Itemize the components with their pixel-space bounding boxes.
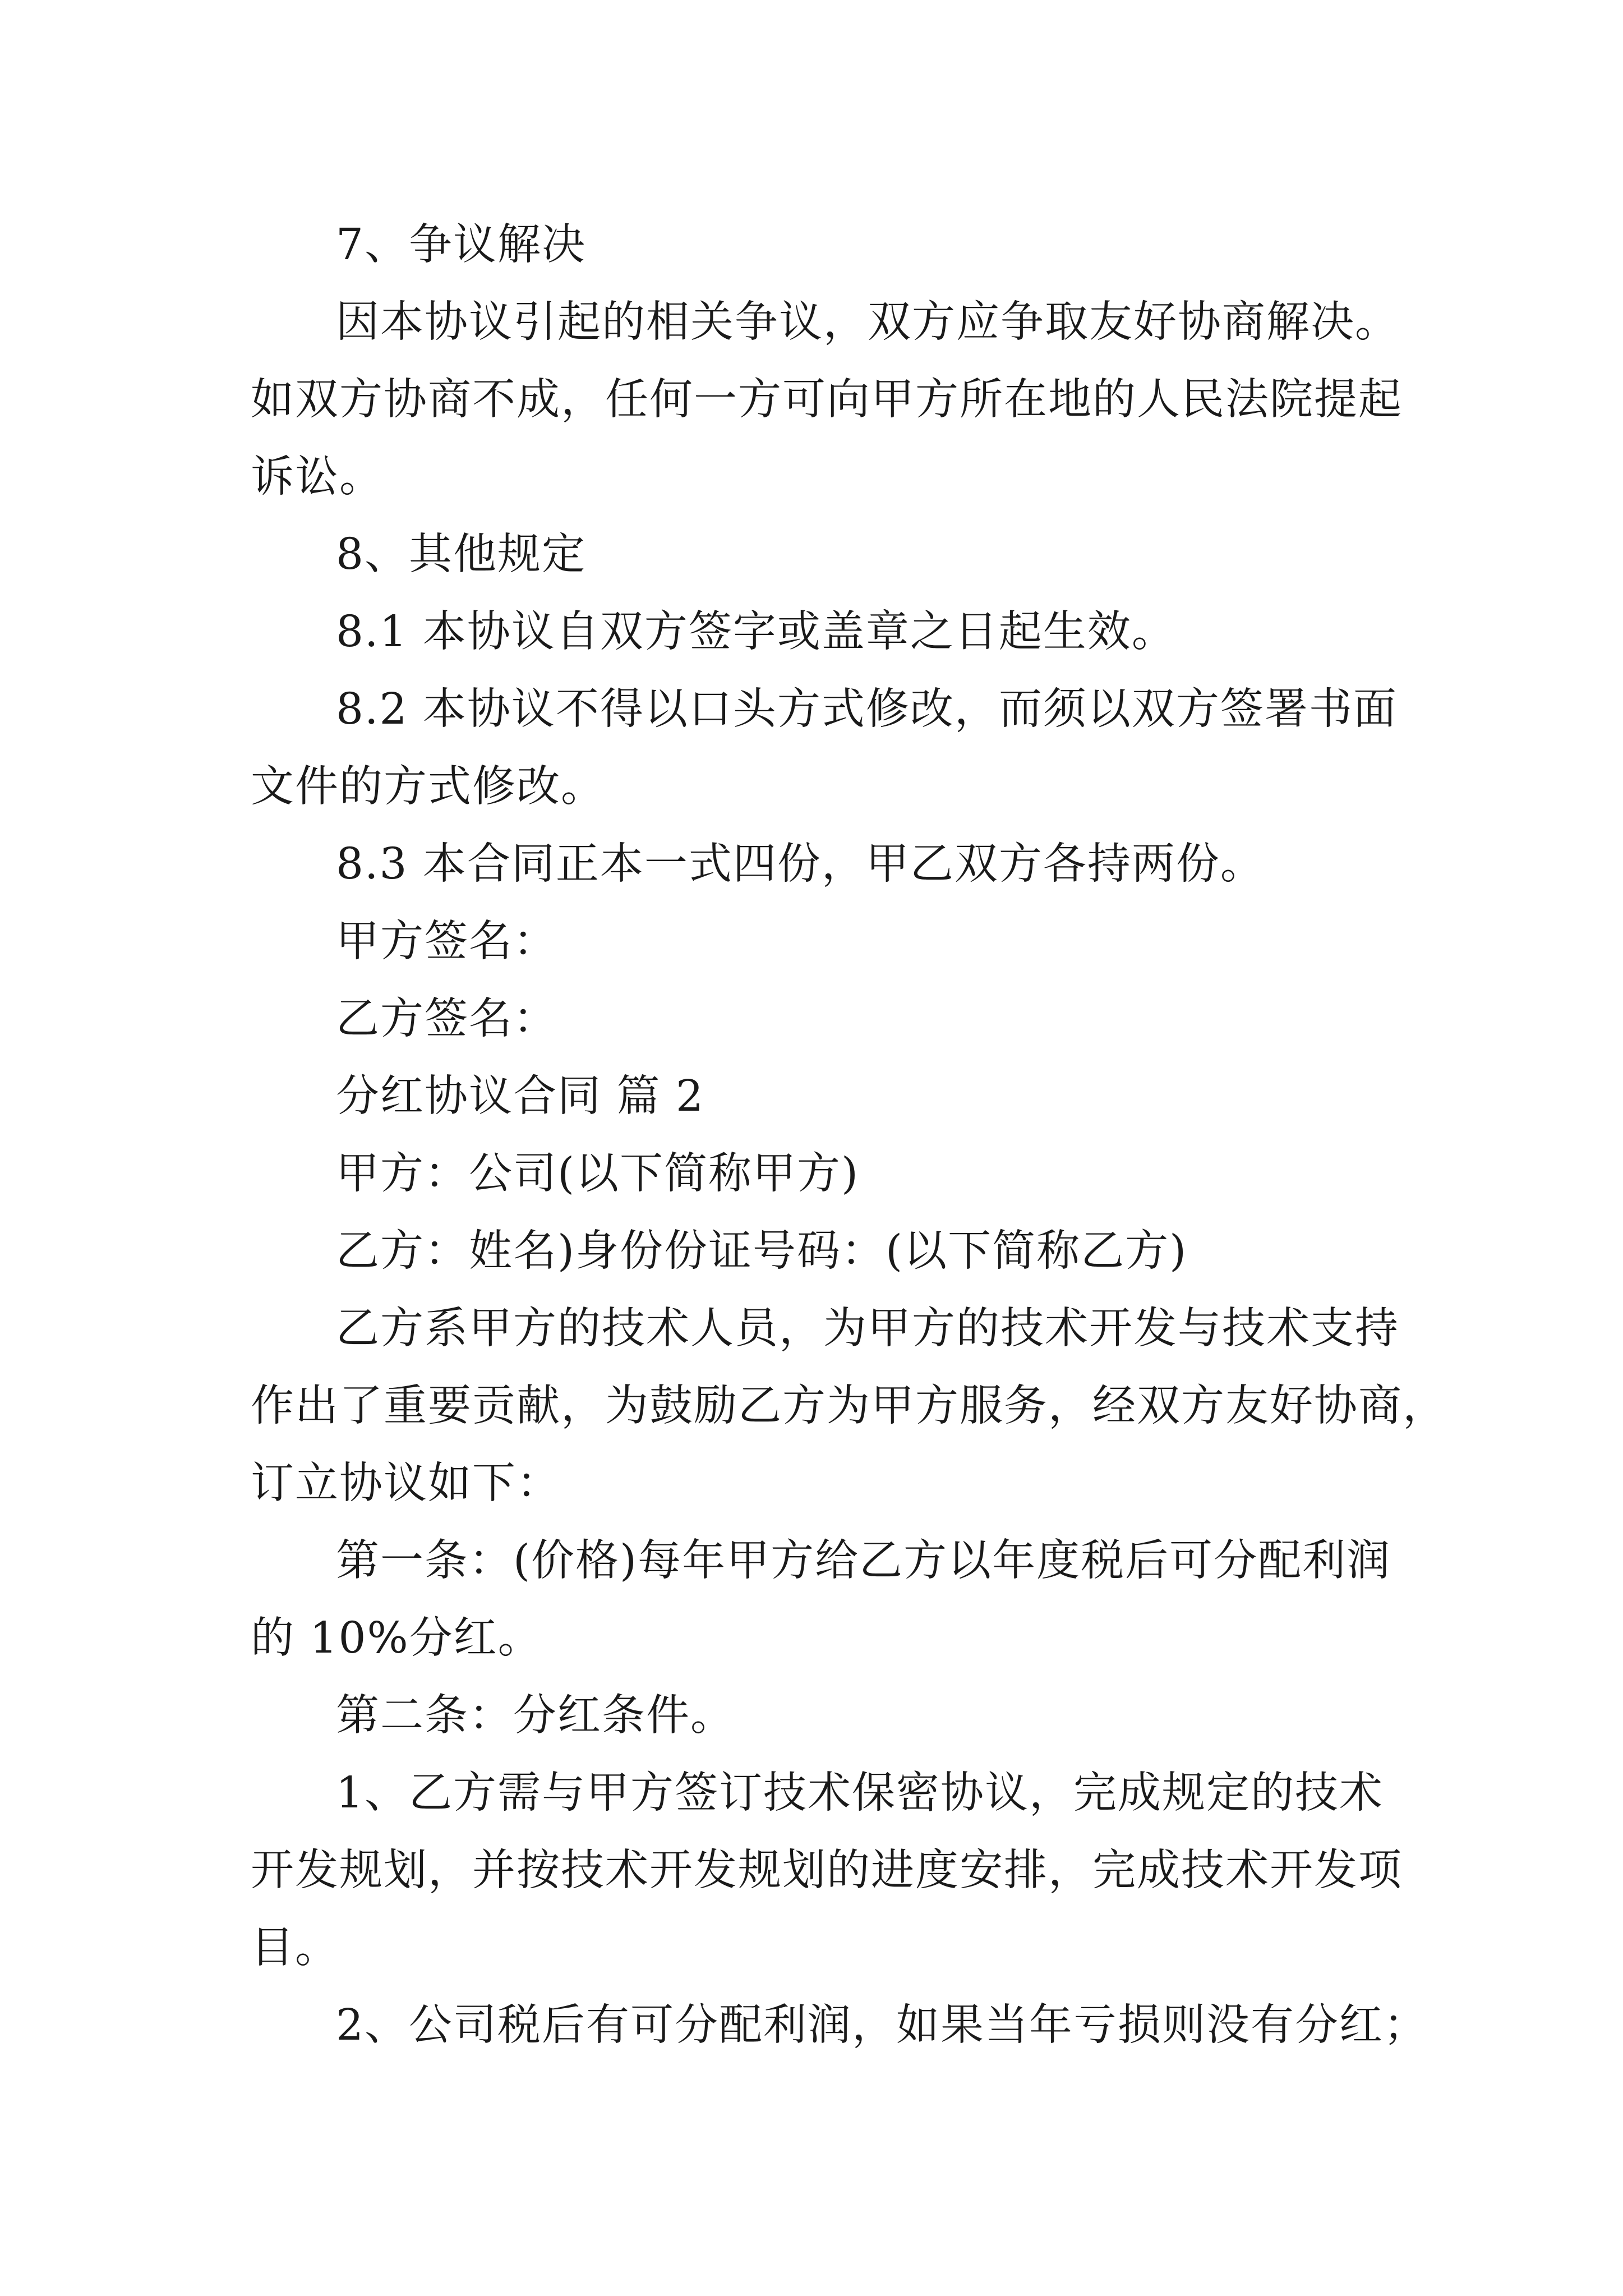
line-19: 的 10%分红。 <box>251 1613 542 1663</box>
line-15: 乙方系甲方的技术人员，为甲方的技术开发与技术支持 <box>336 1304 1399 1354</box>
line-24: 2、公司税后有可分配利润，如果当年亏损则没有分红； <box>336 2000 1428 2050</box>
line-1: 7、争议解决 <box>336 220 586 270</box>
line-12: 分红协议合同 篇 2 <box>336 1071 704 1121</box>
line-17: 订立协议如下： <box>251 1458 561 1508</box>
line-21: 1、乙方需与甲方签订技术保密协议，完成规定的技术 <box>336 1768 1384 1818</box>
line-9: 8.3 本合同正本一式四份，甲乙双方各持两份。 <box>336 839 1265 889</box>
line-23: 目。 <box>251 1923 339 1973</box>
line-7: 8.2 本协议不得以口头方式修改，而须以双方签署书面 <box>336 684 1398 734</box>
line-6: 8.1 本协议自双方签字或盖章之日起生效。 <box>336 607 1176 657</box>
line-20: 第二条：分红条件。 <box>336 1691 735 1741</box>
line-3: 如双方协商不成，任何一方可向甲方所在地的人民法院提起 <box>251 375 1403 425</box>
line-22: 开发规划，并按技术开发规划的进度安排，完成技术开发项 <box>251 1846 1403 1895</box>
line-13: 甲方：公司(以下简称甲方) <box>336 1149 860 1199</box>
line-10: 甲方签名： <box>336 917 557 967</box>
line-16: 作出了重要贡献，为鼓励乙方为甲方服务，经双方友好协商， <box>251 1381 1447 1431</box>
line-14: 乙方：姓名)身份份证号码：(以下简称乙方) <box>336 1226 1188 1276</box>
line-2: 因本协议引起的相关争议，双方应争取友好协商解决。 <box>336 297 1399 347</box>
document-body <box>251 206 1447 2064</box>
line-11: 乙方签名： <box>336 994 557 1044</box>
line-4: 诉讼。 <box>251 452 384 502</box>
line-8: 文件的方式修改。 <box>251 762 605 812</box>
line-5: 8、其他规定 <box>336 530 586 579</box>
line-18: 第一条：(价格)每年甲方给乙方以年度税后可分配利润 <box>336 1536 1391 1586</box>
